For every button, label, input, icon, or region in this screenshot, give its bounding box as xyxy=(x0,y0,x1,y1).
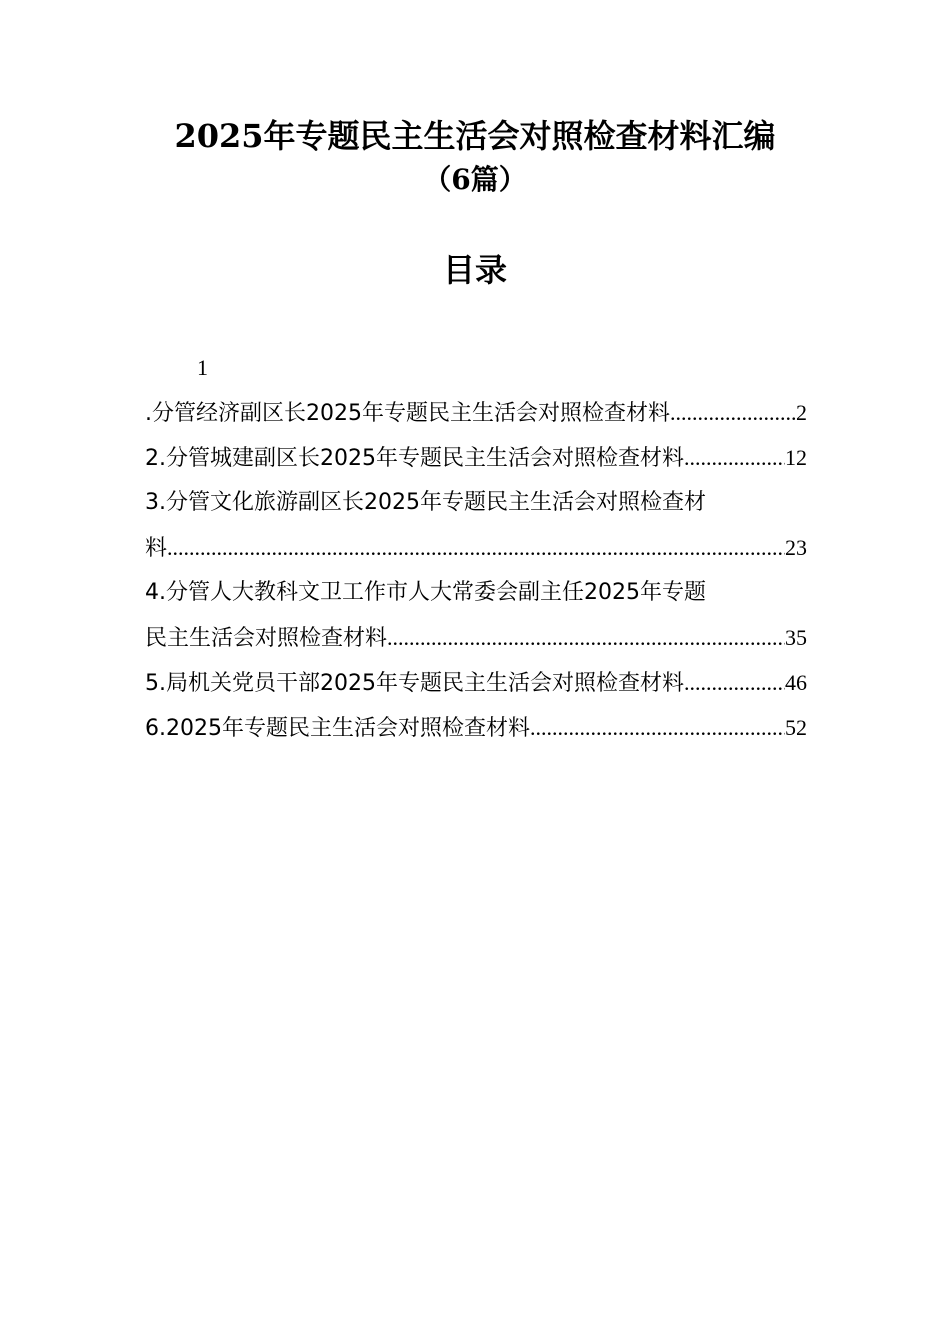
toc-entry-1-number-line xyxy=(145,345,807,390)
document-title: 2025年专题民主生活会对照检查材料汇编 xyxy=(174,117,776,155)
toc-entry-page: 52 xyxy=(785,715,807,740)
toc-leader-dots xyxy=(530,705,785,750)
toc-entry-title: 4.分管人大教科文卫工作市人大常委会副主任2025年专题 xyxy=(145,580,706,605)
toc-entry-6[interactable] xyxy=(145,705,807,750)
toc-entry-page: 12 xyxy=(785,445,807,470)
toc-entry-2[interactable] xyxy=(145,435,807,480)
toc-entry-title: 2.分管城建副区长2025年专题民主生活会对照检查材料 xyxy=(145,446,684,471)
toc-entry-number: 1 xyxy=(197,355,208,380)
toc-entry-1[interactable] xyxy=(145,390,807,435)
toc-entry-page: 2 xyxy=(796,400,807,425)
toc-leader-dots xyxy=(167,525,785,570)
toc-entry-3-line-2[interactable] xyxy=(145,525,807,570)
toc-entry-page: 35 xyxy=(785,625,807,650)
toc-entry-page: 23 xyxy=(785,535,807,560)
toc-entry-4-line-2[interactable] xyxy=(145,615,807,660)
document-subtitle: （6篇） xyxy=(423,163,527,196)
toc-entry-page: 46 xyxy=(785,670,807,695)
toc-entry-title: 3.分管文化旅游副区长2025年专题民主生活会对照检查材 xyxy=(145,490,706,515)
toc-entry-title: 5.局机关党员干部2025年专题民主生活会对照检查材料 xyxy=(145,671,684,696)
toc-entry-title-cont: 民主生活会对照检查材料 xyxy=(145,626,388,651)
table-of-contents xyxy=(145,345,807,750)
toc-leader-dots xyxy=(387,615,785,660)
toc-entry-5[interactable] xyxy=(145,660,807,705)
toc-leader-dots xyxy=(684,435,785,480)
toc-leader-dots xyxy=(670,390,796,435)
toc-leader-dots xyxy=(684,660,785,705)
toc-entry-title: .分管经济副区长2025年专题民主生活会对照检查材料 xyxy=(145,401,670,426)
toc-entry-3-line-1[interactable] xyxy=(145,480,807,525)
toc-entry-4-line-1[interactable] xyxy=(145,570,807,615)
toc-heading: 目录 xyxy=(442,251,507,289)
toc-entry-title-cont: 料 xyxy=(145,536,168,561)
toc-entry-title: 6.2025年专题民主生活会对照检查材料 xyxy=(145,716,530,741)
